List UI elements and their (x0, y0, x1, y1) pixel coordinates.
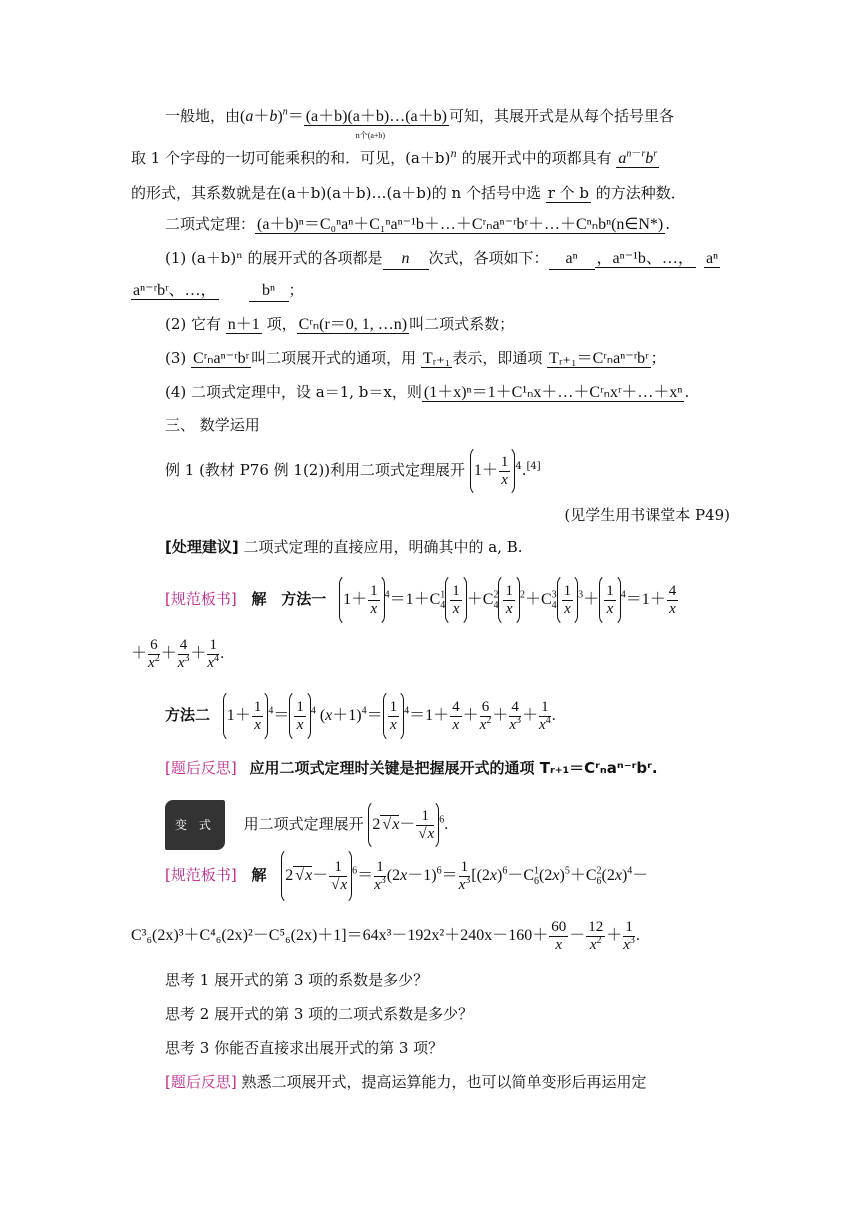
para-intro-line3: 的形式，其系数就是在(a＋b)(a＋b)…(a＋b)的 n 个括号中选 r 个 b 的方法种数． (131, 184, 686, 202)
solution-method-1: [规范板书] 解 方法一 1＋ $\frac{1}{x}$ $^4=1+C^1_4$ $\frac{1}{x}$ $+C^2_4$ $\frac{1}{x}$ $^2+C^3_4$ $\frac{1}{x}$ $^3$＋ $\frac{1}{x}$ $^4$＝1＋ $\frac{4}{x}$ (165, 574, 679, 626)
think-2: 思考 2 展开式的第 3 项的二项式系数是多少？ (165, 1005, 474, 1023)
variant-solution-cont: C³₆(2x)³＋C⁴₆(2x)²－C⁵₆(2x)＋1]＝64x³－192x²＋240x－160＋ $\frac{60}{x}$ － $\frac{12}{x^2}$ ＋ $\frac{1}{x^3}$ . (131, 918, 640, 953)
variant-badge: 变 式 (165, 800, 225, 850)
solution-method-1-cont: ＋ $\frac{6}{x^2}$ ＋ $\frac{4}{x^3}$ ＋ $\frac{1}{x^4}$ . (131, 636, 225, 671)
item-1-cont: aⁿ⁻ʳbʳ、…， bⁿ ； (131, 280, 304, 302)
variant-exercise: 变 式 用二项式定理展开 2√ x－ 1 √ x $^6$. (165, 800, 448, 850)
binomial-theorem: 二项式定理： (a＋b)ⁿ＝C₀ⁿaⁿ＋C₁ⁿaⁿ⁻¹b＋…＋Cʳₙaⁿ⁻ʳbʳ＋…＋Cⁿₙbⁿ(n∈N*) . (165, 215, 671, 233)
item-2: (2) 它有 n＋1 项， Cʳₙ(r＝0, 1, …n) 叫二项式系数； (165, 315, 515, 333)
example-1: 例 1 (教材 P76 例 1(2))利用二项式定理展开 1＋ $\frac{1}{x}$ $^4$.[4] (165, 446, 541, 496)
think-1: 思考 1 展开式的第 3 项的系数是多少？ (165, 971, 429, 989)
product-expression: (a＋b)(a＋b)…(a＋b) n个(a+b) (305, 108, 447, 140)
think-3: 思考 3 你能否直接求出展开式的第 3 项？ (165, 1039, 444, 1057)
item-3: (3) Cʳₙaⁿ⁻ʳbʳ 叫二项展开式的通项，用 Tᵣ₊₁ 表示，即通项 Tᵣ₊₁＝Cʳₙaⁿ⁻ʳbʳ ； (165, 349, 666, 367)
section-heading: 三、 数学运用 (165, 416, 260, 434)
item-1: (1) (a＋b)ⁿ 的展开式的各项都是 n 次式，各项如下： aⁿ ，aⁿ⁻¹b、…， aⁿ (165, 248, 720, 270)
solution-method-2: 方法二 1＋ $\frac{1}{x}$ $^4$＝ $\frac{1}{x}$ $^4$ $(x+1)^4=$ $\frac{1}{x}$ $^4$＝1＋ $\frac{4}{x}$ ＋ $\frac{6}{x^2}$ ＋ $\frac{4}{x^3}$ ＋ $\frac{1}{x^4}$ . (165, 690, 556, 742)
post-reflection-1: [题后反思] 应用二项式定理时关键是把握展开式的通项 Tᵣ₊₁＝Cʳₙaⁿ⁻ʳbʳ. (165, 759, 658, 777)
para-intro-line2: 取 1 个字母的一切可能乘积的和．可见，$(a+b)^n$ 的展开式中的项都具有 $a^{n-r}b^r$ (131, 148, 658, 167)
variant-solution: [规范板书] 解 2√ x－ 1 √ x $^6$＝ $\frac{1}{x^3}$ $(2x-1)^6=$ $\frac{1}{x^3}$ [$(2x)^6-C^1_6(2x)^5+C^2_6(2x)^4-$ (165, 848, 648, 904)
item-4: (4) 二项式定理中，设 a＝1, b＝x，则 (1＋x)ⁿ＝1＋C¹ₙx＋…＋Cʳₙxʳ＋…＋xⁿ . (165, 383, 690, 401)
example-1-source: (见学生用书课堂本 P49) (564, 506, 730, 524)
post-reflection-2: [题后反思] 熟悉二项展开式，提高运算能力，也可以简单变形后再运用定 (165, 1073, 647, 1091)
para-intro-line1: 一般地，由$(a+b)^n=$ (a＋b)(a＋b)…(a＋b) n个(a+b) 可知，其展开式是从每个括号里各 (165, 106, 674, 140)
processing-advice: [处理建议] 二项式定理的直接应用，明确其中的 a, B. (165, 538, 523, 556)
